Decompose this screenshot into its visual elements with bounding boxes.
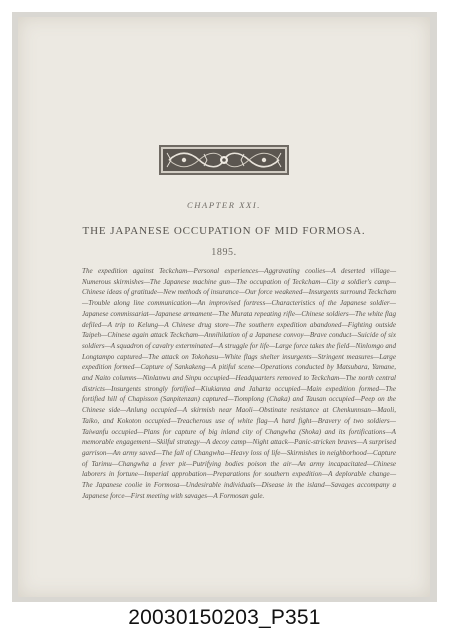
chapter-title: THE JAPANESE OCCUPATION OF MID FORMOSA.	[82, 225, 366, 237]
chapter-synopsis: The expedition against Teckcham—Personal experiences—Aggravating coolies—A deserted village—Numerous skirmishes—The Japanese machine gun—The occupation of Teckcham—City a soldier's camp—Chinese ideas of gratitude—New methods of insurance—Our force weakened—Insurgents surround Teckcham—Trouble along line communication—An improvised fortress—Characteristics of the Japanese soldier—Japanese commissariat—Japanese armament—The Murata repeating rifle—Chinese soldiers—The white flag defiled—A trip to Kelung—A Chinese drug store—The southern expedition abandoned—Fighting outside Taipeh—Chinese again attack Teckcham—Annihilation of a Japanese convoy—Brave conduct—Suicide of six soldiers—A squadron of cavalry exterminated—A struggle for life—Large force takes the field—Ninlomgo and Longtampo captured—The attack on Tokohasu—White flags shelter insurgents—Stringent measures—Large expedition formed—Capture of Sankakeng—A pitiful scene—Operations conducted by Matsubara, Yamane, and Naito columns—Ninlanwu and Sinpu occupied—Headquarters removed to Teckcham—The north central districts—Insurgents strongly fortified—Kiukianna and Jaharta occupied—Main expedition formed—The fortified hill of Chapisson (Sanpitenzan) captured—Tiomplong (Chaka) and Tausan occupied—Peep on the Chinese side—Anlung occupied—A skirmish near Maoli—Obstinate resistance at Chenkunnsan—Maoli, Taiko, and Kokoton occupied—Treacherous use of white flag—A hard fight—Bravery of two soldiers—Taiwanfu occupied—Plans for capture of big inland city of Changwha (Shoka) and its fortifications—A memorable engagement—Skilful strategy—A decoy camp—Night attack—Panic-stricken braves—A surprised garrison—An army saved—The fall of Changwha—Heavy loss of life—Skirmishes in neighborhood—Capture of Tarimu—Changwha a fever pit—Putrifying bodies poison the air—An army incapacitated—Chinese laborers in fortune—Imperial approbation—Preparations for southern expedition—A deplorable change—The Japanese coolie in Formosa—Undesirable individuals—Disease in the island—Savages accompany a Japanese force—First meeting with savages—A Formosan gale.	[82, 267, 396, 500]
scan-frame	[12, 12, 437, 602]
book-page	[18, 17, 430, 597]
chapter-heading: CHAPTER XXI.	[187, 200, 261, 210]
chapter-year: 1895.	[211, 247, 237, 258]
headpiece-ornament-icon	[159, 145, 289, 175]
image-id-caption: 20030150203_P351	[128, 606, 321, 629]
